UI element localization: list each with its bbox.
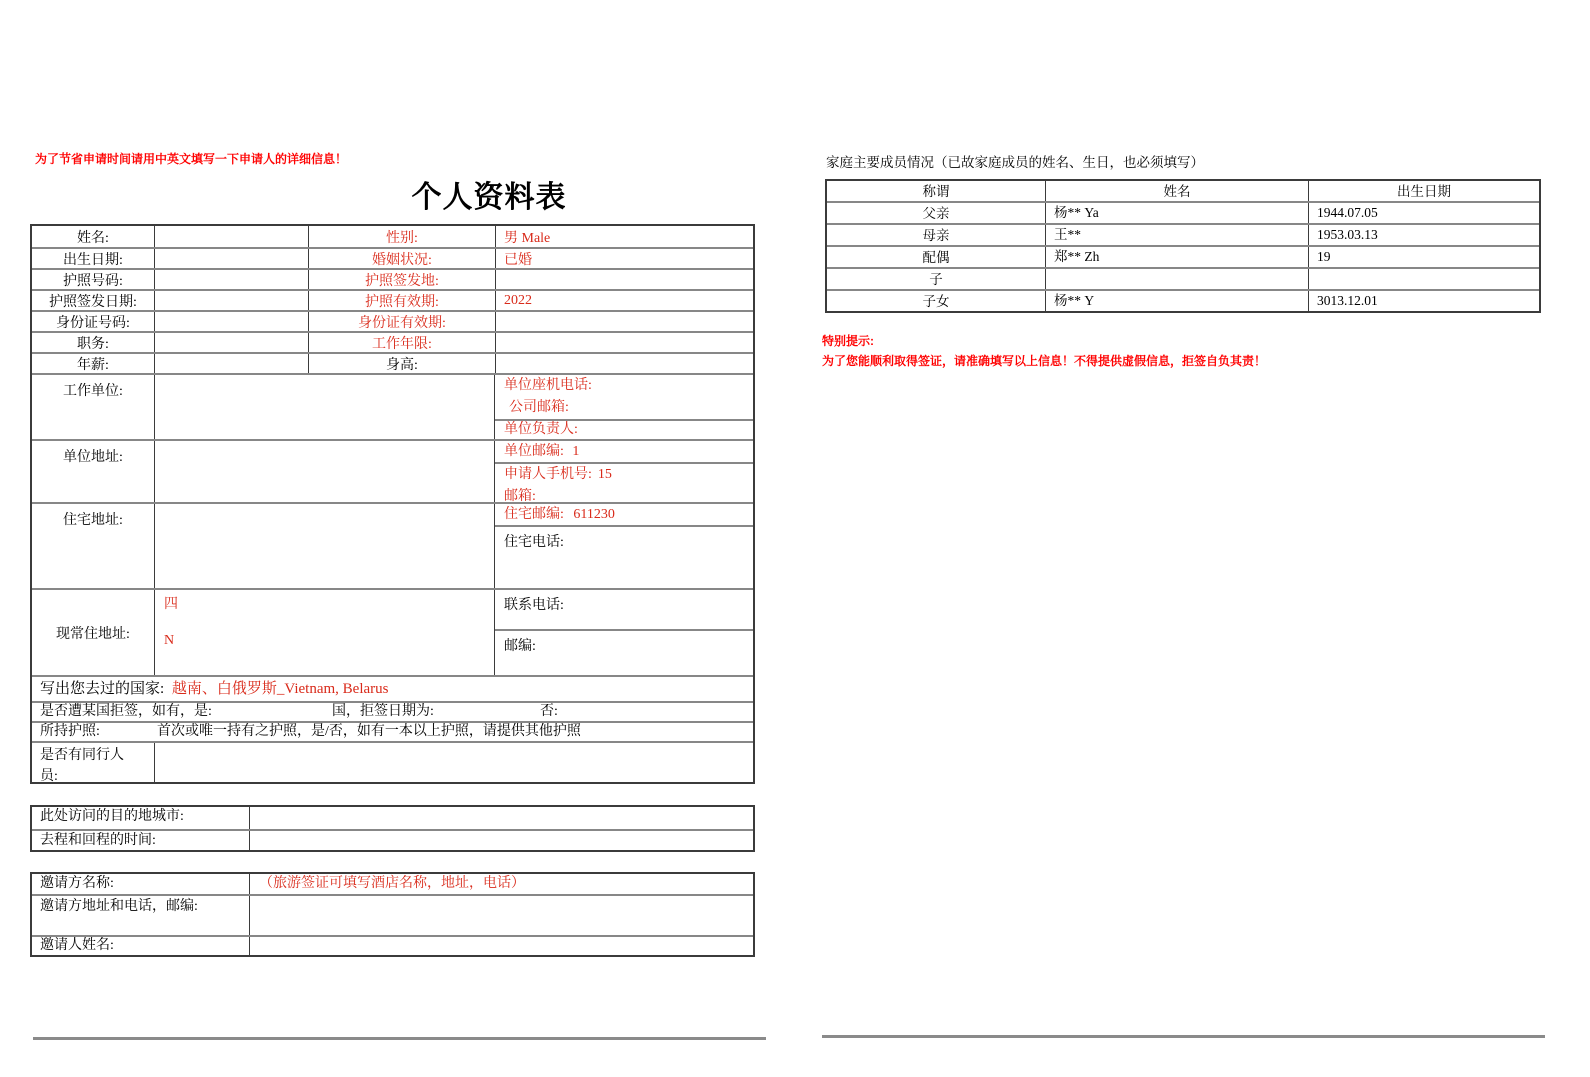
field-value[interactable]: 男 Male	[495, 226, 753, 247]
family-header-row	[827, 181, 1539, 201]
relation-cell: 配偶	[922, 249, 950, 265]
applicant-mobile-cell[interactable]	[495, 462, 753, 502]
visa-refusal-cell[interactable]	[32, 703, 753, 721]
form-row	[32, 894, 753, 935]
field-value[interactable]: 2022	[495, 291, 753, 310]
left-page-separator	[33, 1037, 766, 1040]
field-value[interactable]	[495, 270, 753, 289]
field-label: 身份证号码:	[56, 315, 130, 331]
table-row	[827, 245, 1539, 267]
field-label: 现常住地址:	[56, 626, 130, 642]
left-instruction-warning: 为了节省申请时间请用中英文填写一下申请人的详细信息！	[35, 152, 348, 166]
zip-cell[interactable]: 邮编:	[495, 629, 753, 675]
work-phone-cell[interactable]	[495, 375, 753, 419]
relation-cell: 母亲	[922, 227, 950, 243]
countries-visited-row	[32, 675, 753, 701]
field-label: 单位邮编:	[504, 444, 564, 459]
contact-phone-cell[interactable]: 联系电话:	[504, 598, 564, 613]
name-cell[interactable]: 杨** Ya	[1045, 203, 1308, 223]
field-label: 工作单位:	[63, 384, 123, 399]
field-label: 去程和回程的时间:	[40, 833, 156, 848]
page-title: 个人资料表	[411, 181, 567, 214]
countries-visited-cell[interactable]	[32, 677, 753, 701]
form-row	[32, 874, 753, 894]
field-value[interactable]	[154, 226, 308, 247]
current-address-line1: 四	[164, 597, 178, 612]
field-label: 邮箱:	[504, 489, 536, 502]
form-row	[32, 268, 753, 289]
companions-row	[32, 741, 753, 782]
table-row	[827, 289, 1539, 311]
field-label: 单位地址:	[63, 450, 123, 465]
form-row	[32, 331, 753, 352]
current-address-line2: N	[164, 633, 175, 648]
form-row	[32, 226, 753, 247]
personal-info-table	[30, 224, 755, 784]
field-label: 申请人手机号:	[504, 467, 592, 482]
field-label: 邀请方地址和电话，邮编:	[40, 899, 198, 914]
current-address-section	[32, 588, 753, 675]
field-value: 611230	[573, 507, 615, 522]
field-label: 住宅邮编:	[504, 507, 564, 522]
birthdate-cell[interactable]: 1944.07.05	[1308, 203, 1539, 223]
inviter-address-value[interactable]	[249, 896, 753, 935]
field-value: 越南、白俄罗斯_Vietnam, Belarus	[171, 681, 389, 697]
column-header: 称谓	[922, 183, 950, 199]
work-unit-value[interactable]	[154, 375, 494, 439]
field-value[interactable]	[495, 333, 753, 352]
relation-cell: 父亲	[922, 205, 950, 221]
field-value[interactable]	[154, 312, 308, 331]
field-label: 住宅地址:	[63, 513, 123, 528]
field-label: 身份证有效期:	[308, 312, 495, 331]
special-tip-body: 为了您能顺利取得签证，请准确填写以上信息！不得提供虚假信息，拒签自负其责！	[822, 354, 1267, 368]
form-row	[32, 807, 753, 829]
special-tip-title: 特别提示:	[822, 334, 874, 348]
work-unit-section	[32, 373, 753, 439]
field-value[interactable]	[495, 312, 753, 331]
table-row	[827, 223, 1539, 245]
birthdate-cell[interactable]	[1308, 269, 1539, 289]
family-members-table	[825, 179, 1541, 313]
field-label: 姓名:	[77, 230, 109, 246]
form-row	[32, 829, 753, 850]
field-label: 工作年限:	[308, 333, 495, 352]
field-label: 所持护照:	[40, 724, 100, 739]
home-zip-cell[interactable]	[495, 504, 753, 525]
home-phone-cell[interactable]: 住宅电话:	[495, 525, 753, 588]
work-manager-cell[interactable]: 单位负责人:	[495, 419, 753, 439]
field-value[interactable]	[154, 354, 308, 373]
field-label: 此处访问的目的地城市:	[40, 809, 184, 824]
visa-refusal-row	[32, 701, 753, 721]
field-label: 职务:	[77, 336, 109, 352]
field-label: 国，拒签日期为:	[332, 704, 434, 719]
field-label: 单位座机电话:	[504, 378, 592, 393]
inviter-name-value[interactable]: （旅游签证可填写酒店名称，地址，电话）	[249, 874, 753, 894]
form-row	[32, 935, 753, 955]
field-label: 邀请方名称:	[40, 876, 114, 891]
field-label: 护照有效期:	[308, 291, 495, 310]
name-cell[interactable]: 郑** Zh	[1045, 247, 1308, 267]
trip-table	[30, 805, 755, 852]
relation-cell: 子女	[922, 293, 950, 309]
work-zip-cell[interactable]	[495, 441, 753, 462]
field-label: 是否遭某国拒签，如有，是:	[40, 704, 212, 719]
birthdate-cell[interactable]: 1953.03.13	[1308, 225, 1539, 245]
field-label: 身高:	[308, 354, 495, 373]
home-address-section	[32, 502, 753, 588]
birthdate-cell[interactable]: 19	[1308, 247, 1539, 267]
passport-held-row	[32, 721, 753, 741]
family-section-note: 家庭主要成员情况（已故家庭成员的姓名、生日，也必须填写）	[826, 155, 1204, 170]
inviter-person-value[interactable]	[249, 937, 753, 955]
column-header: 姓名	[1045, 181, 1308, 201]
home-address-value[interactable]	[154, 504, 494, 588]
form-row	[32, 247, 753, 268]
form-row	[32, 289, 753, 310]
invitation-table	[30, 872, 755, 957]
field-label: 年薪:	[77, 357, 109, 373]
name-cell[interactable]	[1045, 269, 1308, 289]
right-page-separator	[822, 1035, 1545, 1038]
passport-held-cell[interactable]	[32, 723, 753, 741]
field-label: 邀请人姓名:	[40, 938, 114, 953]
name-cell[interactable]: 王**	[1045, 225, 1308, 245]
companions-value[interactable]	[154, 743, 753, 782]
field-value[interactable]	[495, 354, 753, 373]
field-label: 是否有同行人员:	[40, 748, 124, 782]
field-label: 公司邮箱:	[509, 400, 569, 415]
name-cell[interactable]: 杨** Y	[1045, 291, 1308, 311]
destination-city-value[interactable]	[249, 807, 753, 829]
column-header: 出生日期	[1308, 181, 1539, 201]
field-label: 出生日期:	[63, 252, 123, 268]
field-label: 性别:	[308, 226, 495, 247]
work-address-value[interactable]	[154, 441, 494, 502]
field-value[interactable]	[154, 270, 308, 289]
field-value[interactable]	[154, 333, 308, 352]
field-label: 护照号码:	[63, 273, 123, 289]
current-address-value[interactable]	[154, 590, 494, 675]
field-value: 1	[572, 444, 580, 459]
field-label: 婚姻状况:	[308, 249, 495, 268]
field-label: 护照签发日期:	[49, 294, 137, 310]
field-value[interactable]	[154, 249, 308, 268]
relation-cell: 子	[929, 271, 943, 287]
field-label: 写出您去过的国家:	[40, 681, 165, 697]
table-row	[827, 267, 1539, 289]
work-address-section	[32, 439, 753, 502]
field-label: 护照签发地:	[308, 270, 495, 289]
field-value: 15	[597, 467, 612, 482]
field-value[interactable]	[154, 291, 308, 310]
form-row	[32, 352, 753, 373]
trip-dates-value[interactable]	[249, 831, 753, 850]
birthdate-cell[interactable]: 3013.12.01	[1308, 291, 1539, 311]
field-text: 首次或唯一持有之护照，是/否，如有一本以上护照，请提供其他护照	[157, 724, 581, 739]
field-label: 否:	[540, 704, 558, 719]
table-row	[827, 201, 1539, 223]
form-row	[32, 310, 753, 331]
field-value[interactable]: 已婚	[495, 249, 753, 268]
